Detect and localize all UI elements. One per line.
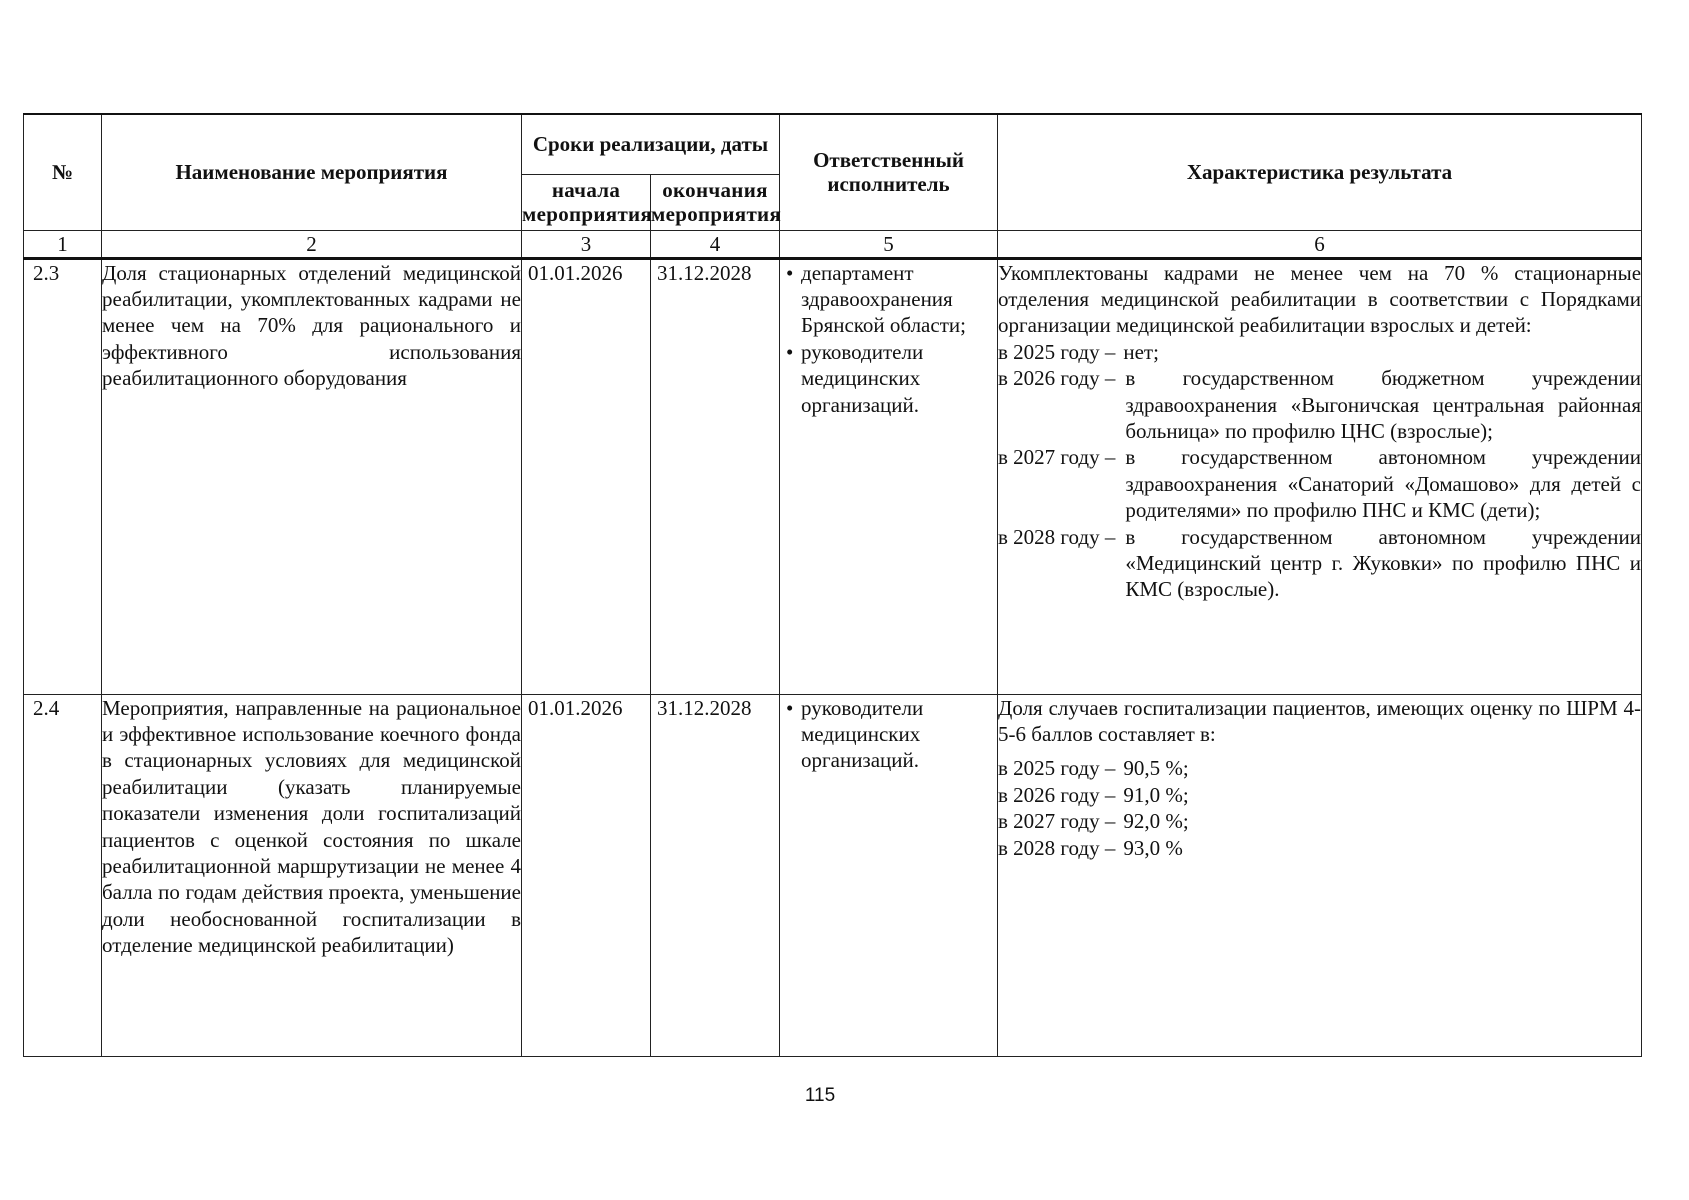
- header-start: начала мероприятия: [522, 174, 651, 230]
- year-text: 91,0 %;: [1123, 782, 1189, 807]
- end-date: 31.12.2028: [651, 258, 780, 694]
- responsible-cell: [780, 694, 998, 1056]
- header-result: Характеристика результата: [998, 114, 1642, 230]
- year-label: в 2025 году –: [998, 339, 1116, 364]
- header-name: Наименование мероприятия: [102, 114, 522, 230]
- start-date: 01.01.2026: [522, 694, 651, 1056]
- end-date: 31.12.2028: [651, 694, 780, 1056]
- responsible-item: • департамент здравоохранения Брянской области;: [786, 260, 993, 339]
- result-cell: [998, 258, 1642, 694]
- responsible-item: • руководители медицинских организаций.: [786, 339, 993, 418]
- result-year-line: [998, 339, 1641, 365]
- measure-name: Доля стационарных отделений медицинской реабилитации, укомплектованных кадрами не менее чем на 70% для рационального и эффективного использования реабилитационного оборудования: [102, 258, 522, 694]
- column-number: 3: [522, 230, 651, 258]
- row-number: 2.4: [24, 694, 102, 1056]
- header-dates: Сроки реализации, даты: [522, 114, 780, 174]
- result-cell: [998, 694, 1642, 1056]
- year-label: в 2028 году –: [998, 835, 1116, 860]
- column-number: 5: [780, 230, 998, 258]
- header-no: №: [24, 114, 102, 230]
- result-intro: Доля случаев госпитализации пациентов, имеющих оценку по ШРМ 4-5-6 баллов составляет в:: [998, 695, 1642, 746]
- row-number: 2.3: [24, 258, 102, 694]
- year-label: в 2025 году –: [998, 756, 1116, 781]
- result-year-line: [998, 808, 1641, 834]
- result-year-line: [998, 365, 1641, 444]
- result-year-line: [998, 755, 1641, 781]
- table-row: [24, 694, 1642, 1056]
- measure-name: Мероприятия, направленные на рациональное и эффективное использование коечного фонда в стационарных условиях для медицинской реабилитации (указать планируемые показатели изменения доли госпитализаций пациентов с оценкой состояния по шкале реабилитационной маршрутизации не менее 4 балла по годам действия проекта, уменьшение доли необоснованной госпитализации в отделение медицинской реабилитации): [102, 694, 522, 1056]
- year-text: 92,0 %;: [1123, 809, 1189, 834]
- year-label: в 2027 году –: [998, 445, 1116, 470]
- header-responsible: Ответственный исполнитель: [780, 114, 998, 230]
- year-label: в 2028 году –: [998, 524, 1116, 549]
- responsible-item: • руководители медицинских организаций.: [786, 695, 993, 774]
- column-number: 6: [998, 230, 1642, 258]
- result-year-line: [998, 524, 1641, 603]
- result-intro: Укомплектованы кадрами не менее чем на 70 % стационарные отделения медицинской реабилитации в соответствии с Порядками организации медицинской реабилитации взрослых и детей:: [998, 260, 1642, 338]
- start-date: 01.01.2026: [522, 258, 651, 694]
- column-number: 2: [102, 230, 522, 258]
- result-year-line: [998, 782, 1641, 808]
- year-label: в 2026 году –: [998, 366, 1116, 391]
- year-text: в государственном бюджетном учреждении здравоохранения «Выгоничская центральная районная больница» по профилю ЦНС (взрослые);: [1125, 366, 1642, 443]
- column-number: 4: [651, 230, 780, 258]
- column-number: 1: [24, 230, 102, 258]
- result-year-line: [998, 835, 1641, 861]
- year-text: 90,5 %;: [1123, 756, 1189, 781]
- responsible-cell: [780, 258, 998, 694]
- year-text: в государственном автономном учреждении здравоохранения «Санаторий «Домашово» для детей с родителями» по профилю ПНС и КМС (дети);: [1125, 445, 1642, 523]
- measures-table: [23, 113, 1642, 1057]
- year-label: в 2026 году –: [998, 782, 1116, 807]
- year-text: в государственном автономном учреждении «Медицинский центр г. Жуковки» по профилю ПНС и КМС (взрослые).: [1125, 524, 1642, 602]
- header-end: окончания мероприятия: [651, 174, 780, 230]
- table-row: [24, 258, 1642, 694]
- year-label: в 2027 году –: [998, 809, 1116, 834]
- result-year-line: [998, 444, 1641, 523]
- year-text: нет;: [1123, 339, 1159, 364]
- year-text: 93,0 %: [1123, 835, 1183, 860]
- page-number: 115: [804, 1085, 836, 1106]
